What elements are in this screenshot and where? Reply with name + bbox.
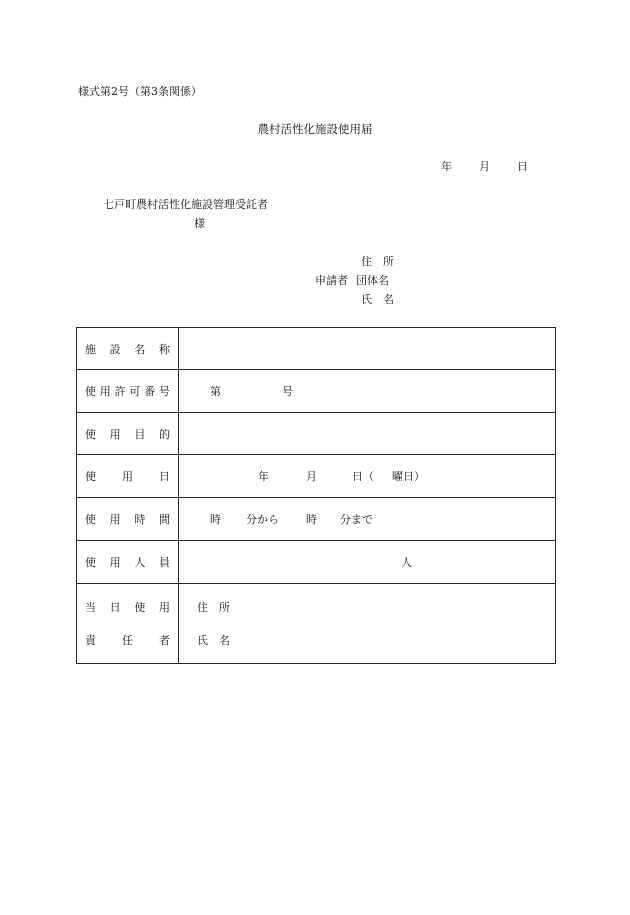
usage-form-table	[76, 327, 556, 664]
table-row	[77, 328, 556, 370]
usage-time-field[interactable]: 時 分から 時 分まで	[179, 498, 556, 541]
honorific: 様	[194, 217, 205, 230]
label-responsible-person: 当 日 使 用 責 任 者	[77, 584, 179, 664]
label-usage-date: 使 用 日	[77, 455, 179, 498]
responsible-address-label: 住 所	[197, 601, 230, 614]
document-title: 農村活性化施設使用届	[257, 122, 373, 136]
date-line	[441, 161, 528, 172]
date-day: 日	[517, 160, 528, 173]
applicant-org-line	[315, 275, 389, 286]
headcount-field[interactable]: 人	[179, 541, 556, 584]
table-row	[77, 370, 556, 413]
date-month: 月	[479, 160, 490, 173]
addressee: 七戸町農村活性化施設管理受託者	[103, 198, 268, 211]
purpose-field[interactable]	[179, 413, 556, 455]
table-row	[77, 413, 556, 455]
label-headcount: 使 用 人 員	[77, 541, 179, 584]
table-row	[77, 541, 556, 584]
applicant-address-label: 住 所	[361, 255, 394, 268]
table-row	[77, 584, 556, 664]
table-row	[77, 455, 556, 498]
responsible-person-field[interactable]	[179, 584, 556, 664]
permit-number-field[interactable]: 第 号	[179, 370, 556, 413]
applicant-org-label: 団体名	[356, 274, 389, 287]
label-usage-time: 使 用 時 間	[77, 498, 179, 541]
date-year: 年	[441, 160, 452, 173]
applicant-name-label: 氏 名	[361, 293, 394, 306]
form-number: 様式第2号（第3条関係）	[78, 85, 202, 98]
label-permit-number: 使 用 許 可 番 号	[77, 370, 179, 413]
label-purpose: 使 用 目 的	[77, 413, 179, 455]
facility-name-field[interactable]	[179, 328, 556, 370]
label-facility-name: 施 設 名 称	[77, 328, 179, 370]
applicant-role: 申請者	[315, 274, 348, 287]
usage-date-field[interactable]: 年 月 日（ 曜日）	[179, 455, 556, 498]
responsible-name-label: 氏 名	[197, 634, 230, 647]
table-row	[77, 498, 556, 541]
